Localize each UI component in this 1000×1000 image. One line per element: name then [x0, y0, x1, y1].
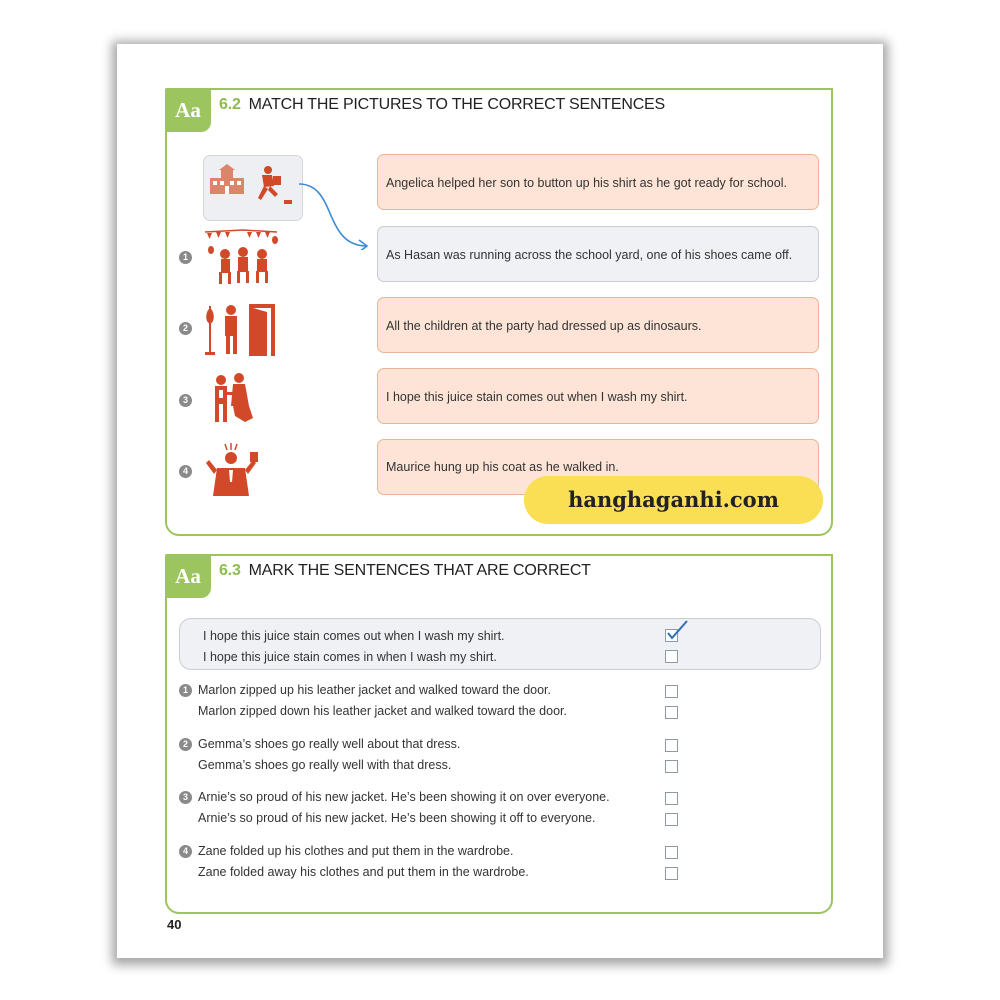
item-1-checkbox-1[interactable] [665, 685, 678, 698]
item-1-line-1: Marlon zipped up his leather jacket and walked toward the door. [198, 683, 551, 697]
item-1-line-2: Marlon zipped down his leather jacket and walked toward the door. [198, 704, 567, 718]
picture-number-4: 4 [179, 465, 192, 478]
item-2-line-2: Gemma’s shoes go really well with that dress. [198, 758, 452, 772]
item-2-line-1: Gemma’s shoes go really well about that dress. [198, 737, 461, 751]
item-3-checkbox-2[interactable] [665, 813, 678, 826]
section-title-text: MARK THE SENTENCES THAT ARE CORRECT [248, 562, 591, 579]
item-4-checkbox-2[interactable] [665, 867, 678, 880]
item-number-2: 2 [179, 738, 192, 751]
picture-number-3: 3 [179, 394, 192, 407]
item-number-4: 4 [179, 845, 192, 858]
sentence-box-d: Maurice hung up his coat as he walked in. [377, 439, 819, 495]
school-running-boy-icon [204, 156, 302, 220]
mother-buttoning-shirt-icon [205, 370, 265, 430]
section-match-pictures [165, 88, 833, 536]
watermark-badge: hanghaganhi.com [524, 476, 823, 524]
item-3-line-2: Arnie’s so proud of his new jacket. He’s been showing it off to everyone. [198, 811, 596, 825]
party-dinosaur-costumes-icon [203, 228, 283, 290]
item-4-line-2: Zane folded away his clothes and put them in the wardrobe. [198, 865, 529, 879]
item-2-checkbox-1[interactable] [665, 739, 678, 752]
section-title [219, 562, 591, 580]
page-number: 40 [167, 917, 182, 932]
aa-badge: Aa [165, 554, 211, 598]
example-picture-box [203, 155, 303, 221]
item-1-checkbox-2[interactable] [665, 706, 678, 719]
section-number: 6.3 [219, 562, 241, 579]
sentence-box-example: As Hasan was running across the school yard, one of his shoes came off. [377, 226, 819, 282]
item-2-checkbox-2[interactable] [665, 760, 678, 773]
workbook-page [117, 44, 883, 958]
item-3-checkbox-1[interactable] [665, 792, 678, 805]
stained-shirt-person-icon [205, 442, 269, 500]
sentence-box-c: I hope this juice stain comes out when I wash my shirt. [377, 368, 819, 424]
example-checkbox-2[interactable] [665, 650, 678, 663]
item-number-3: 3 [179, 791, 192, 804]
picture-number-2: 2 [179, 322, 192, 335]
item-number-1: 1 [179, 684, 192, 697]
sentence-box-a: Angelica helped her son to button up his shirt as he got ready for school. [377, 154, 819, 210]
match-arrow [297, 180, 377, 250]
coat-hanger-door-icon [205, 302, 285, 358]
section-mark-correct [165, 554, 833, 914]
section-title [219, 96, 665, 114]
example-line-2: I hope this juice stain comes in when I wash my shirt. [203, 650, 497, 664]
item-3-line-1: Arnie’s so proud of his new jacket. He’s been showing it on over everyone. [198, 790, 610, 804]
example-line-1: I hope this juice stain comes out when I wash my shirt. [203, 629, 505, 643]
item-4-line-1: Zane folded up his clothes and put them in the wardrobe. [198, 844, 514, 858]
checkmark-icon [665, 618, 691, 640]
section-title-text: MATCH THE PICTURES TO THE CORRECT SENTENCES [248, 96, 666, 113]
section-number: 6.2 [219, 96, 241, 113]
aa-badge: Aa [165, 88, 211, 132]
item-4-checkbox-1[interactable] [665, 846, 678, 859]
sentence-box-b: All the children at the party had dressed up as dinosaurs. [377, 297, 819, 353]
picture-number-1: 1 [179, 251, 192, 264]
